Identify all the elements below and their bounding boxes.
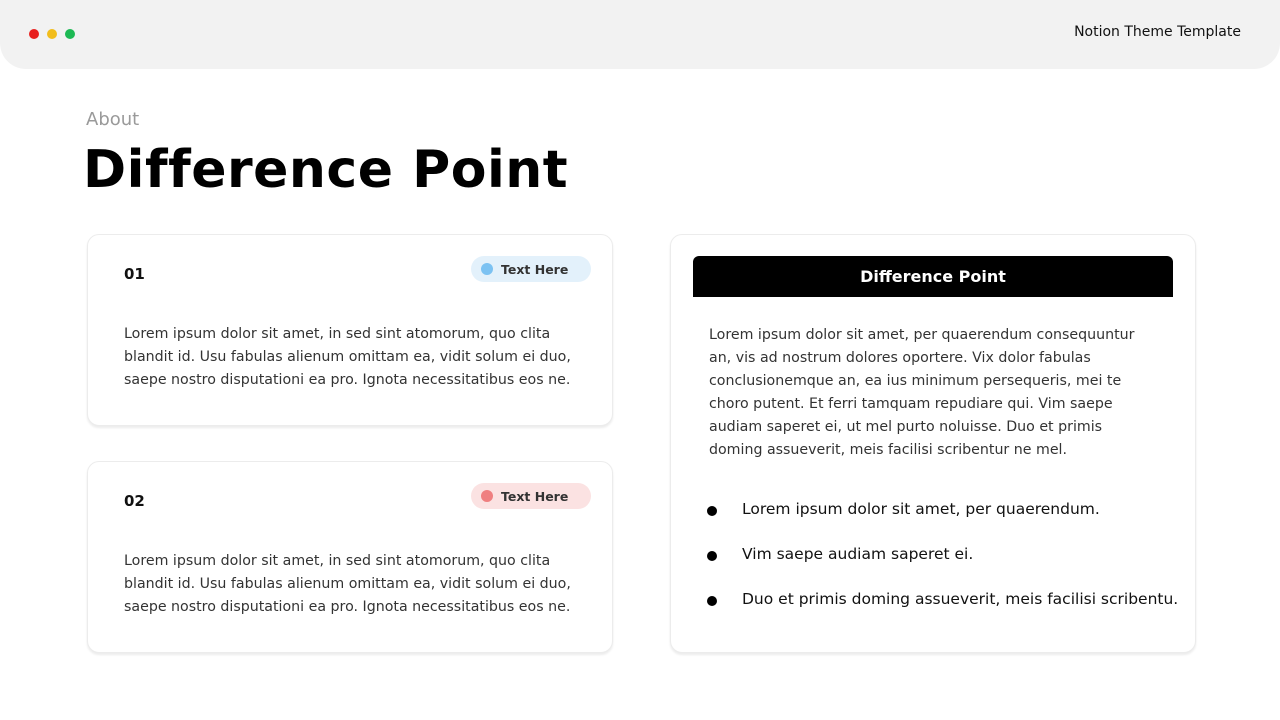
- point-card-2: [87, 461, 613, 653]
- panel-header: Difference Point: [693, 256, 1173, 297]
- tag-dot-icon: [481, 263, 493, 275]
- list-item: [707, 498, 1178, 520]
- card-body: Lorem ipsum dolor sit amet, in sed sint atomorum, quo clita blandit id. Usu fabulas alienum omittam ea, vidit solum ei duo, saepe nostro disputationi ea pro. Ignota necessitatibus eos ne.: [124, 553, 571, 615]
- tag-label: Text Here: [501, 488, 569, 504]
- bullet-text: Vim saepe audiam saperet ei.: [742, 545, 974, 563]
- bullet-list: [707, 498, 1178, 633]
- card-number: 01: [124, 265, 145, 283]
- card-body: Lorem ipsum dolor sit amet, in sed sint atomorum, quo clita blandit id. Usu fabulas alienum omittam ea, vidit solum ei duo, saepe nostro disputationi ea pro. Ignota necessitatibus eos ne.: [124, 326, 571, 388]
- point-card-1: [87, 234, 613, 426]
- window-controls: [29, 29, 75, 39]
- card-number: 02: [124, 492, 145, 510]
- difference-panel: [670, 234, 1196, 653]
- bullet-icon: [707, 506, 717, 516]
- page-title: Difference Point: [83, 140, 569, 200]
- section-eyebrow: About: [86, 109, 140, 130]
- top-bar: [0, 0, 1280, 69]
- bullet-icon: [707, 551, 717, 561]
- tag-pill: [471, 483, 591, 509]
- list-item: [707, 543, 1178, 565]
- tag-pill: [471, 256, 591, 282]
- minimize-dot-icon[interactable]: [47, 29, 57, 39]
- maximize-dot-icon[interactable]: [65, 29, 75, 39]
- tag-label: Text Here: [501, 261, 569, 277]
- list-item: [707, 588, 1178, 610]
- bullet-text: Lorem ipsum dolor sit amet, per quaerendum.: [742, 500, 1100, 518]
- close-dot-icon[interactable]: [29, 29, 39, 39]
- panel-body: Lorem ipsum dolor sit amet, per quaerendum consequuntur an, vis ad nostrum dolores oportere. Vix dolor fabulas conclusionemque an, ea ius minimum persequeris, mei te choro putent. Et ferri tamquam repudiare qui. Vim saepe audiam saperet ei, ut mel purto noluisse. Duo et primis doming assueverit, meis facilisi scribentur ne mel.: [709, 327, 1135, 458]
- template-label: Notion Theme Template: [1074, 24, 1241, 40]
- tag-dot-icon: [481, 490, 493, 502]
- bullet-icon: [707, 596, 717, 606]
- bullet-text: Duo et primis doming assueverit, meis facilisi scribentu.: [742, 590, 1179, 608]
